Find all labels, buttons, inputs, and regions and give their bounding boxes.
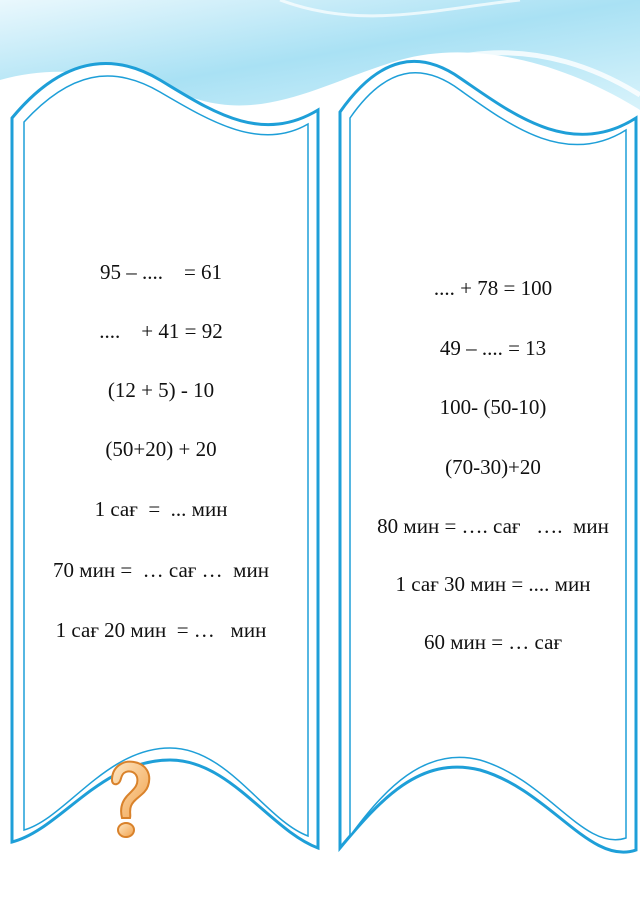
right-exercise-4: (70-30)+20 — [445, 455, 541, 479]
left-exercise-3: (12 + 5) - 10 — [107, 378, 215, 402]
right-exercise-3: 100- (50-10) — [439, 395, 547, 419]
left-exercise-5: 1 сағ = ... мин — [94, 497, 228, 521]
right-exercise-2: 49 – .... = 13 — [439, 336, 547, 360]
right-exercise-1: .... + 78 = 100 — [433, 276, 553, 300]
left-exercise-7: 1 сағ 20 мин = … мин — [55, 618, 267, 642]
left-exercise-6: 70 мин = … сағ … мин — [53, 558, 269, 582]
question-mark-icon — [98, 758, 158, 842]
left-exercise-4: (50+20) + 20 — [105, 437, 217, 461]
bottom-wave-decoration — [0, 850, 640, 906]
right-exercise-7: 60 мин = … сағ — [423, 630, 563, 654]
left-exercise-1: 95 – .... = 61 — [99, 260, 223, 284]
left-exercise-2: .... + 41 = 92 — [99, 319, 223, 343]
right-exercise-5: 80 мин = …. сағ …. мин — [377, 514, 609, 538]
right-exercise-6: 1 сағ 30 мин = .... мин — [395, 572, 591, 596]
